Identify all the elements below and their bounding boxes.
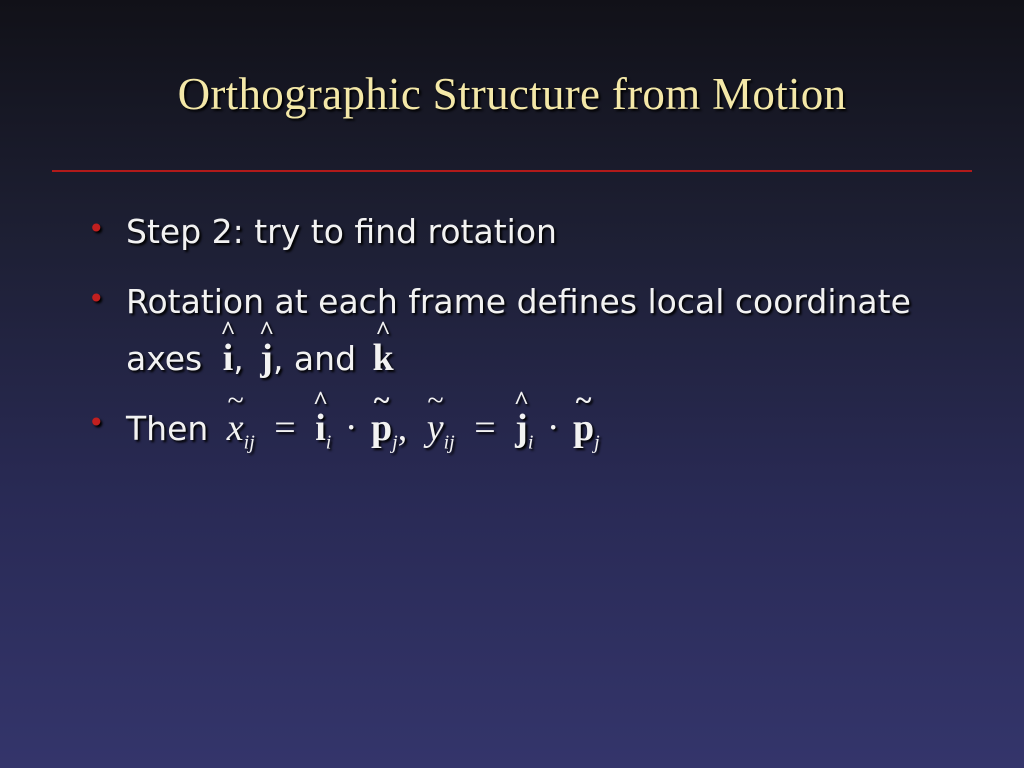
subscript-i: i <box>527 431 534 454</box>
bullet-equation <box>126 406 600 455</box>
then-label: Then <box>126 409 209 448</box>
y-tilde-symbol: ~ y <box>427 406 444 450</box>
p-tilde-symbol: ~ p <box>573 406 594 450</box>
subscript-ij: ij <box>243 431 255 454</box>
equals-sign: = <box>274 407 296 449</box>
x-tilde-symbol: ~ x <box>227 406 244 450</box>
subscript-ij: ij <box>443 431 455 454</box>
comma: , <box>397 407 408 449</box>
j-hat-symbol: ^ j <box>260 336 273 380</box>
equals-sign: = <box>474 407 496 449</box>
comma: , <box>233 339 244 378</box>
slide-title: Orthographic Structure from Motion <box>177 69 847 119</box>
i-hat-symbol: ^ i <box>223 336 234 380</box>
i-hat-symbol: ^ i <box>315 406 326 450</box>
bullet-item-2-line2 <box>126 336 394 380</box>
dot-operator: · <box>344 407 358 449</box>
bullet-dot-icon: • <box>88 282 105 315</box>
k-hat-symbol: ^ k <box>373 336 394 380</box>
equation-x <box>226 407 417 454</box>
j-hat-symbol: ^ j <box>515 406 528 450</box>
p-tilde-symbol: ~ p <box>371 406 392 450</box>
axes-label: axes <box>126 339 203 378</box>
bullet-dot-icon: • <box>88 406 105 439</box>
bullet-text: Step 2: try to find rotation <box>126 212 557 251</box>
and-label: , and <box>272 339 357 378</box>
subscript-j: j <box>392 431 398 454</box>
bullet-text-line1: Rotation at each frame defines local coordinate <box>126 282 911 321</box>
subscript-j: j <box>594 431 600 454</box>
equation-y <box>426 407 600 454</box>
dot-operator: · <box>546 407 560 449</box>
bullet-dot-icon: • <box>88 212 105 245</box>
title-divider <box>52 170 972 172</box>
subscript-i: i <box>325 431 332 454</box>
